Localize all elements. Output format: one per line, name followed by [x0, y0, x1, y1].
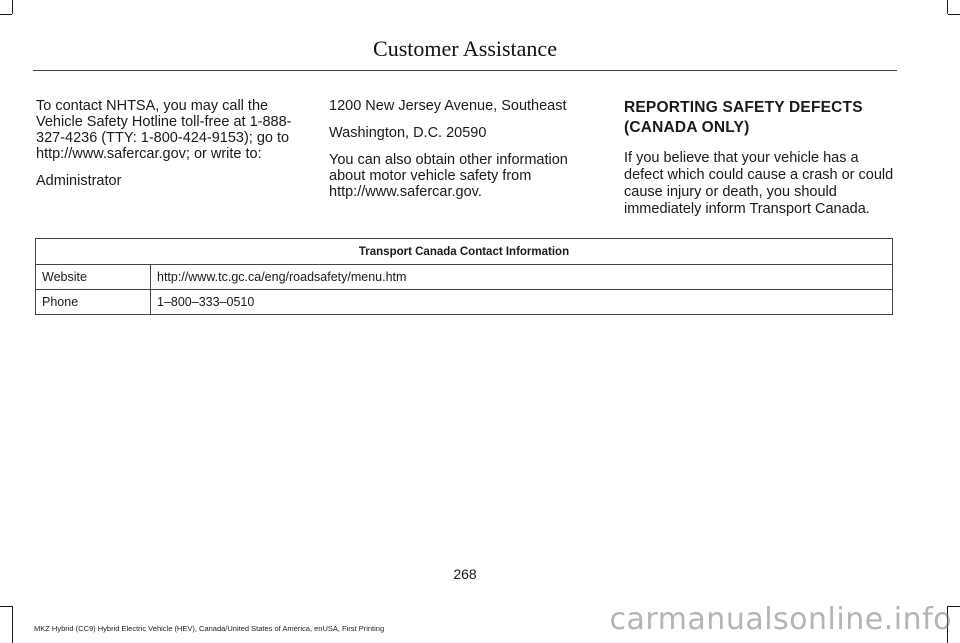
header-divider [33, 70, 897, 71]
watermark-text: carmanualsonline.info [609, 602, 952, 637]
text-column-2 [329, 98, 595, 211]
section-heading [624, 98, 900, 138]
crop-mark-top-right-vertical [947, 0, 948, 14]
administrator-paragraph: Administrator [36, 173, 122, 189]
text-column-1 [36, 98, 308, 200]
crop-mark-bottom-left-horizontal [0, 606, 12, 607]
crop-mark-top-left-vertical [12, 0, 13, 14]
nhtsa-contact-paragraph: To contact NHTSA, you may call the Vehicle Safety Hotline toll-free at 1-888-327-4236 (TTY: 1-800-424-9153); go to http://www.safercar.gov; or write to: [36, 98, 292, 162]
section-heading-line-1: REPORTING SAFETY DEFECTS [624, 99, 863, 116]
crop-mark-top-right-horizontal [948, 14, 960, 15]
page-header-title: Customer Assistance [373, 36, 557, 61]
text-column-3 [624, 98, 900, 229]
crop-mark-top-left-horizontal [0, 14, 12, 15]
table-row [36, 265, 893, 290]
section-heading-line-2: (CANADA ONLY) [624, 119, 750, 136]
safety-info-paragraph: You can also obtain other information about motor vehicle safety from http://www.safercar.gov. [329, 152, 568, 200]
address-street-paragraph: 1200 New Jersey Avenue, Southeast [329, 98, 567, 114]
table-cell-label: Website [36, 265, 151, 290]
defect-report-paragraph: If you believe that your vehicle has a defect which could cause a crash or could cause injury or death, you should immediately inform Transport Canada. [624, 150, 894, 217]
transport-canada-contact-table [35, 238, 893, 315]
table-cell-label: Phone [36, 290, 151, 315]
table-title: Transport Canada Contact Information [36, 239, 893, 265]
table-cell-value: 1–800–333–0510 [151, 290, 893, 315]
table-cell-value: http://www.tc.gc.ca/eng/roadsafety/menu.htm [151, 265, 893, 290]
address-city-paragraph: Washington, D.C. 20590 [329, 125, 487, 141]
page-number: 268 [453, 566, 477, 582]
table-row [36, 290, 893, 315]
document-info-footer: MKZ Hybrid (CC9) Hybrid Electric Vehicle (HEV), Canada/United States of America, enUSA, First Printing [34, 624, 385, 633]
crop-mark-bottom-left-vertical [12, 606, 13, 643]
table-header-row [36, 239, 893, 265]
